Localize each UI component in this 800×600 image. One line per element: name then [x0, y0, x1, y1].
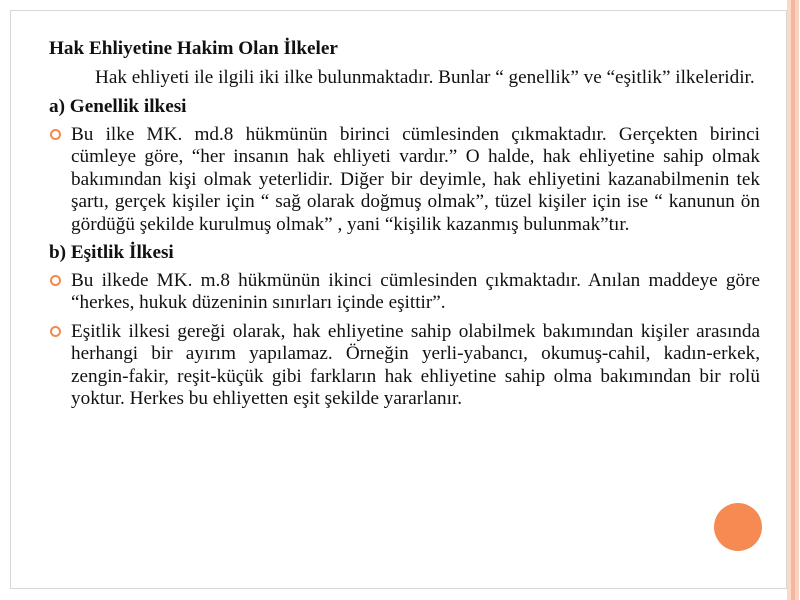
section-a-heading: a) Genellik ilkesi [49, 96, 187, 117]
intro-paragraph: Hak ehliyeti ile ilgili iki ilke bulunmaktadır. Bunlar “ genellik” ve “eşitlik” ilkeleridir. [95, 66, 755, 88]
bullet-item [49, 321, 760, 411]
slide-title: Hak Ehliyetine Hakim Olan İlkeler [49, 38, 338, 59]
bullet-item [49, 270, 760, 315]
bullet-item [49, 124, 760, 237]
bullet-circle-icon [50, 275, 61, 286]
bullet-circle-icon [50, 129, 61, 140]
bullet-text: Bu ilke MK. md.8 hükmünün birinci cümlesinden çıkmaktadır. Gerçekten birinci cümleye göre, “her insanın hak ehliyeti vardır.” O halde, hak ehliyetine sahip olmak bakımından kişi olmak yeterlidir. Diğer bir deyimle, hak ehliyetini kazanabilmenin tek şartı, gerçek kişiler için “ sağ olarak doğmuş olmak”, tüzel kişiler için ise “ kanunun ön gördüğü şekilde kurulmuş olmak” , yani “kişilik kazanmış bulunmak”tır. [71, 123, 760, 235]
slide-content [49, 38, 760, 417]
bullet-circle-icon [50, 326, 61, 337]
accent-circle [714, 503, 762, 551]
bullet-text: Eşitlik ilkesi gereği olarak, hak ehliyetine sahip olabilmek bakımından kişiler arasında herhangi bir ayırım yapılamaz. Örneğin yerli-yabancı, okumuş-cahil, kadın-erkek, zengin-fakir, reşit-küçük gibi farkların hak ehliyetine sahip olma bakımından bir rolü yoktur. Herkes bu ehliyetten eşit şekilde yararlanır. [71, 320, 760, 409]
decorative-stripe [795, 0, 799, 600]
bullet-text: Bu ilkede MK. m.8 hükmünün ikinci cümlesinden çıkmaktadır. Anılan maddeye göre “herkes, hukuk düzeninin sınırları içinde eşittir”. [71, 269, 760, 313]
section-b-heading: b) Eşitlik İlkesi [49, 242, 174, 263]
